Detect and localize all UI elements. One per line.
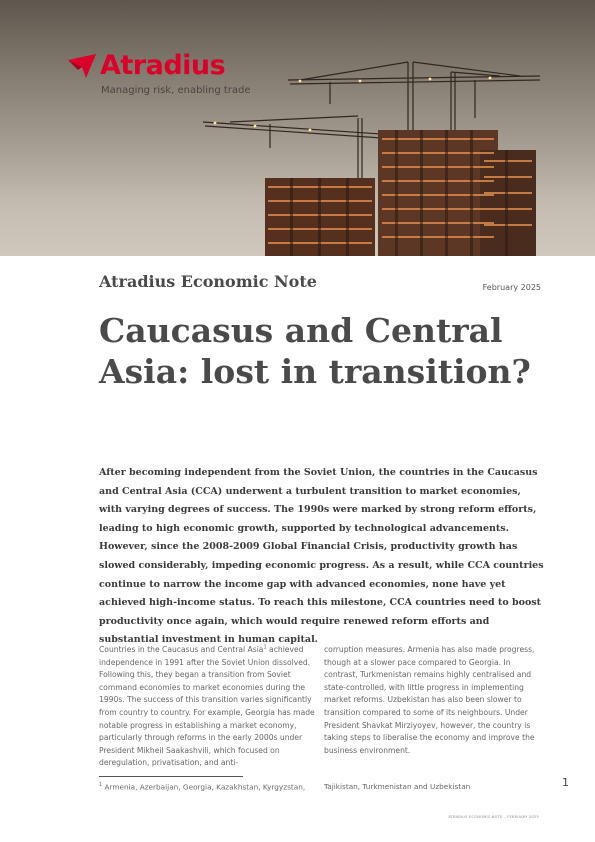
brand-name: Atradius	[100, 50, 226, 81]
body-text: achieved independence in 1991 after the Soviet Union dissolved. Following this, they began a transition from Soviet command economies to market economies during the 1990s. The success of this transition varies significantly from country to country. For example, Georgia has made notable progress in establishing a market economy, particularly through reforms in the early 2000s under President Mikheil Saakashvili, which focused on deregulation, privatisation, and anti-	[99, 645, 315, 768]
footnote-divider	[99, 776, 243, 777]
document-title: Caucasus and Central Asia: lost in transition?	[99, 311, 531, 391]
running-footer: ATRADIUS ECONOMIC NOTE – FEBRUARY 2025	[448, 815, 539, 819]
footnote-text: Armenia, Azerbaijan, Georgia, Kazakhstan, Kyrgyzstan,	[102, 782, 306, 792]
footnote-text-2: Tajikistan, Turkmenistan and Uzbekistan	[324, 782, 471, 791]
atradius-logo-icon	[66, 52, 98, 80]
footnote-number: 1	[99, 782, 103, 788]
series-title: Atradius Economic Note	[99, 272, 317, 291]
body-column-2: corruption measures. Armenia has also made progress, though at a slower pace compared to Georgia. In contrast, Turkmenistan remains highly centralised and state-controlled, with little progress in implementing market reforms. Uzbekistan has also been slower to transition compared to some of its neighbours. Under President Shavkat Mirziyoyev, however, the country is taking steps to liberalise the economy and improve the business environment.	[324, 645, 535, 755]
footnote-text-1	[99, 782, 305, 791]
publication-date: February 2025	[482, 283, 541, 292]
hero-image	[0, 0, 595, 256]
page-number: 1	[562, 776, 569, 789]
brand-tagline: Managing risk, enabling trade	[101, 85, 251, 96]
body-text: Countries in the Caucasus and Central Asia	[99, 645, 264, 654]
construction-cranes-illustration	[0, 0, 595, 256]
lead-paragraph: After becoming independent from the Soviet Union, the countries in the Caucasus and Central Asia (CCA) underwent a turbulent transition to market economies, with varying degrees of success. The 1990s were marked by strong reform efforts, leading to high economic growth, supported by technological advancements. However, since the 2008-2009 Global Financial Crisis, productivity growth has slowed considerably, impeding economic progress. As a result, while CCA countries continue to narrow the income gap with advanced economies, none have yet achieved high-income status. To reach this milestone, CCA countries need to boost productivity once again, which would require renewed reform efforts and substantial investment in human capital.	[99, 467, 544, 646]
footnote-marker[interactable]: 1	[263, 644, 267, 651]
body-column-1	[99, 644, 315, 770]
